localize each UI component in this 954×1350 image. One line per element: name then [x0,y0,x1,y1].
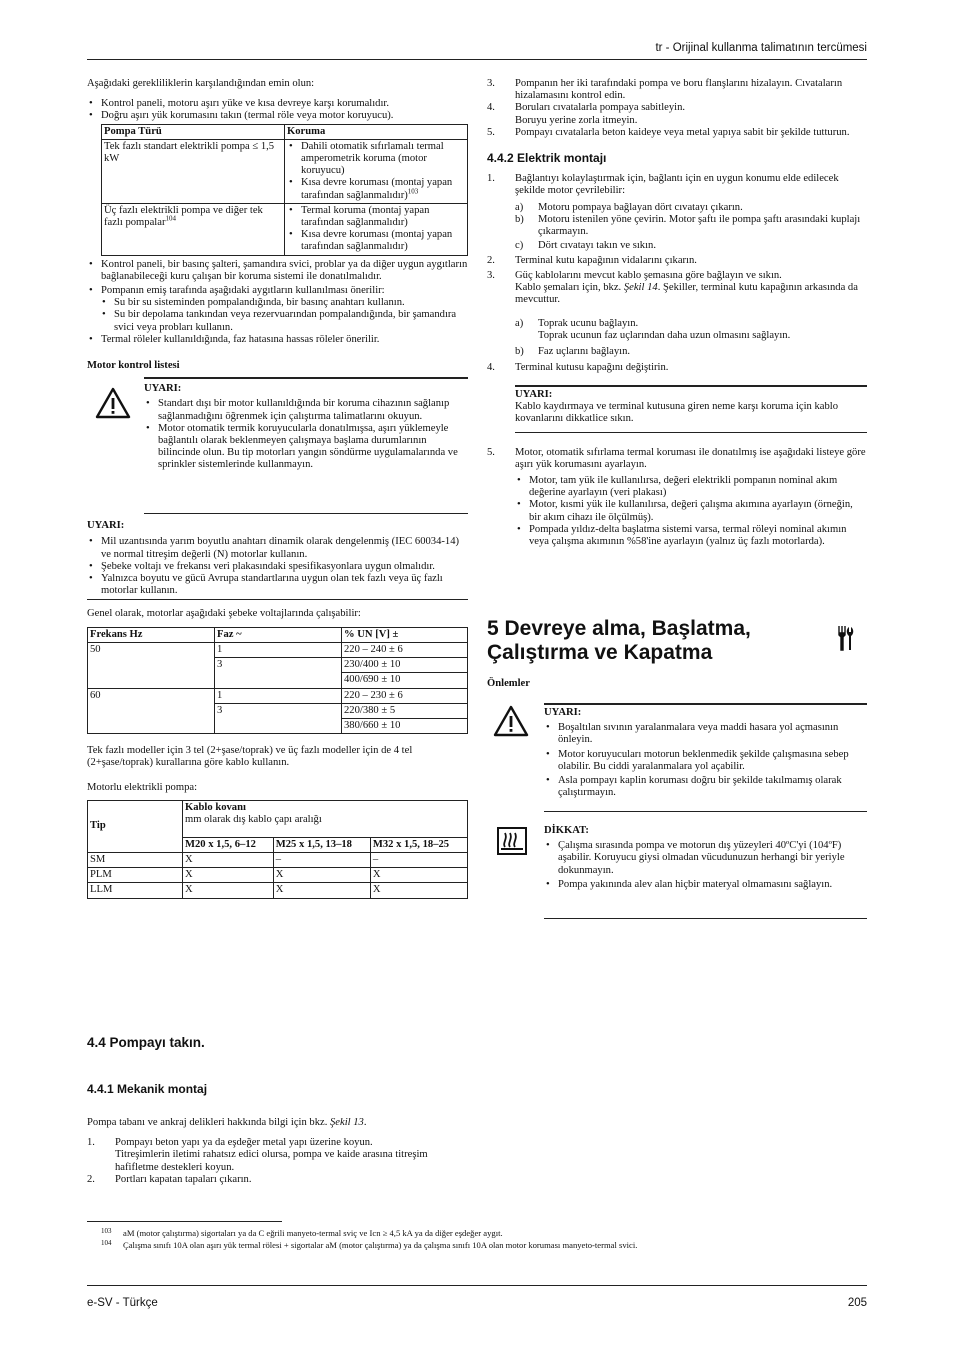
warning-text: Kablo kaydırmaya ve terminal kutusuna giren neme karşı koruma için kablo kovanlarını dikkatlice sıkın. [515,401,839,425]
list-item: • Doğru aşırı yük korumasını takın (termal röle veya motor koruyucu). [87,110,468,122]
list-item: • Standart dışı bir motor kullanıldığında bir koruma cihazının sağlanıp sağlanmadığını öğrenmek için çalıştırma talimatlarını okuyun. [144,398,468,422]
table-cell: X [183,852,274,867]
sub-item [487,240,867,252]
sub-label: a) [515,318,524,330]
cable-gland-table [87,800,468,899]
list-item: • Su bir depolama tankından veya rezervuarından pompalandığında, bir şamandıra svici veya probları kullanın. [87,309,468,333]
intro-text: Aşağıdaki gerekliliklerin karşılandığından emin olun: [87,78,315,89]
table-cell: 230/400 ± 10 [342,658,468,673]
table-header: Tip [88,800,183,852]
list-item: • Yalnızca boyutu ve gücü Avrupa standartlarına uygun olan tek fazlı veya üç fazlı motorlar kullanın. [87,573,468,597]
sub-item [487,214,867,238]
item-text: Pompayı beton yapı ya da eşdeğer metal yapı üzerine koyun. [115,1137,373,1149]
table-header [183,800,468,837]
table-cell: 50 [88,642,215,688]
table-cell: X [183,868,274,883]
list-item [487,255,867,267]
item-text: Faz uçlarını bağlayın. [538,345,631,357]
item-number: 5. [487,126,495,138]
item-text: Bağlantıyı kolaylaştırmak için, bağlantı için en uygun konumu elde edilecek şekilde motor çevrilebilir: [515,173,839,197]
item-number: 3. [487,78,495,89]
table-cell: 1 [215,642,342,657]
table-cell: PLM [88,868,183,883]
footnote [87,1228,867,1239]
list-item: • Dahili otomatik sıfırlamalı termal amperometrik koruma (motor koruyucu) [287,141,465,178]
list-item: • Termal koruma (montaj yapan tarafından sağlanmalıdır) [287,205,465,229]
pump-type-text: Üç fazlı elektrikli pompa ve diğer tek fazlı pompalar [104,204,263,229]
mech-intro [87,1117,468,1129]
footer-left: e-SV - Türkçe [87,1297,158,1309]
footnote-text: Çalışma sınıfı 10A olan aşırı yük termal rölesi + sigortalar aM (motor çalıştırma) ya da çalışma sınıfı 10A olan motor koruması manyeto-termal svici. [123,1240,638,1250]
item-text: Boruları cıvatalarla pompaya sabitleyin. [515,102,686,114]
table-cell: – [273,852,370,867]
item-number: 3. [487,269,495,281]
list-item: • Motor, tam yük ile kullanılırsa, değeri elektrikli pompanın nominal akım değerine ayarlayın (veri plakası) [515,475,867,499]
table-cell: LLM [88,883,183,898]
warning-title: UYARI: [144,383,182,395]
list-item [87,1174,468,1186]
table-cell [102,203,285,255]
caution-title: DİKKAT: [544,825,589,836]
list-item: • Çalışma sırasında pompa ve motorun dış yüzeyleri 40ºC'yi (104ºF) aşabilir. Koruyucu giysi olmadan vücudunuzun herhangi bir yeriyle dokunmayın. [544,840,867,877]
list-item: • Su bir su sisteminden pompalandığında, bir basınç anahtarı kullanın. [87,297,468,309]
table-cell: 220/380 ± 5 [342,703,468,718]
warning-title: UYARI: [544,707,582,718]
item-number: 1. [87,1137,95,1149]
item-text: Titreşimlerin iletimi rahatsız edici olursa, pompa ve kaide arasına titreşim hafifletme destekleri koyun. [115,1149,428,1173]
list-item: • Asla pompayı kaplin koruması doğru bir şekilde takılmamış olarak çalıştırmayın. [544,775,867,799]
list-item [487,78,867,102]
footnote-ref: 104 [165,214,176,223]
sub-label: c) [515,240,524,252]
left-column [87,78,468,899]
table-header: Koruma [285,124,468,139]
table-cell: X [370,868,467,883]
list-item: • Mil uzantısında yarım boyutlu anahtarı dinamik olarak dengelenmiş (IEC 60034-14) ve normal titreşim değerli (N) motorlar kullanın. [87,536,468,560]
item-text: Motoru istenilen yöne çevirin. Motor şaftı ile pompa şaftı arasındaki kuplajı çıkarmayın. [538,213,861,238]
figure-ref: Şekil 13 [330,1117,364,1128]
table-header: Faz ~ [215,627,342,642]
list-item [487,447,867,549]
motor-checklist-title: Motor kontrol listesi [87,360,180,372]
section-heading-4-4-1: 4.4.1 Mekanik montaj [87,1082,208,1096]
list-item: • Pompanın emiş tarafında aşağıdaki aygıtların kullanılması önerilir: [87,285,468,297]
item-text: Toprak ucunun faz uçlarından daha uzun olmasını sağlayın. [538,330,791,342]
section-heading-4-4: 4.4 Pompayı takın. [87,1035,205,1050]
warning-title: UYARI: [515,389,553,401]
sub-item [487,346,867,358]
list-item: • Kısa devre koruması (montaj yapan tarafından sağlanmalıdır) [287,229,465,253]
sub-label: a) [515,201,524,213]
item-text: Terminal kutu kapağının vidalarını çıkarın. [515,255,697,267]
item-number: 2. [487,255,495,267]
item-number: 2. [87,1173,95,1185]
page-number: 205 [847,1297,867,1309]
table-header: M32 x 1,5, 18–25 [370,837,467,852]
warning-icon [493,705,529,737]
header-rule [87,59,867,60]
warning-block-1 [87,377,468,515]
list-item: • Şebeke voltajı ve frekansı veri plakasındaki spesifikasyonlara uygun olmalıdır. [87,561,468,573]
gland-header-sub: mm olarak dış kablo çapı aralığı [185,813,322,825]
table-cell: 220 – 240 ± 6 [342,642,468,657]
sub-item [487,318,867,342]
list-item [487,102,867,126]
table-cell: X [273,883,370,898]
sub-label: b) [515,213,524,225]
table-cell [102,139,285,203]
warning-block-4 [487,703,867,815]
table-cell [285,139,468,203]
table-row [88,852,468,867]
item-number: 1. [487,173,495,185]
list-item [487,173,867,197]
text-run: Kablo şemaları için, bkz. [515,281,624,293]
list-item [487,362,867,374]
footnote-number: 104 [101,1239,112,1247]
table-cell: 380/660 ± 10 [342,718,468,733]
item-text: Toprak ucunu bağlayın. [538,318,639,330]
table-cell: X [273,868,370,883]
item-text: Güç kablolarını mevcut kablo şemasına göre bağlayın ve sıkın. [515,269,782,281]
list-item [487,127,867,139]
list-item: • Motor koruyucuları motorun beklenmedik şekilde çalışmasına sebep olabilir. Bu ciddi yaralanmalara yol açabilir. [544,749,867,773]
item-text: Pompanın her iki tarafındaki pompa ve boru flanşlarını hizalayın. Cıvataların hizalamasını kontrol edin. [515,78,843,102]
table-header: Frekans Hz [88,627,215,642]
figure-ref: Şekil 14 [623,281,658,293]
item-text: Motor, otomatik sıfırlama termal koruması ile donatılmış ise aşağıdaki listeye göre aşırı yük korumasını ayarlayın. [515,446,866,470]
mech-intro-end: . [363,1117,367,1128]
gland-header-title: Kablo kovanı [185,801,246,813]
table-header: % UN [V] ± [342,627,468,642]
list-item [487,270,867,307]
list-item: • Kontrol paneli, motoru aşırı yüke ve kısa devreye karşı korumalıdır. [87,98,468,110]
table-row [88,868,468,883]
list-item: • Motor otomatik termik koruyucularla donatılmışsa, aşırı yüklemeyle bağlantılı olarak beklenmeyen çalışmaya başlama durumlarının bilincinde olun. Bu tip motorları yangın söndürme uygulamalarında ve sprinkler sistemlerinde kullanmayın. [144,423,468,472]
table-cell: 3 [215,658,342,688]
section-heading-4-4-2: 4.4.2 Elektrik montajı [487,151,607,166]
list-item: • Termal röleler kullanıldığında, faz hatasına hassas röleler önerilir. [87,334,468,346]
list-item: • Motor, kısmi yük ile kullanılırsa, değeri çalışma akımına ayarlayın (örneğin, bir akım cihazı ile ölçülmüş). [515,499,867,523]
tools-icon [836,625,856,651]
table-cell: 3 [215,703,342,733]
item-number: 5. [487,446,495,458]
protection-table [101,124,468,256]
table-cell: X [183,883,274,898]
warning-box [144,377,468,514]
warning-box [544,703,867,812]
list-item-text: Kısa devre koruması (montaj yapan tarafından sağlanmalıdır) [301,177,453,201]
item-text: Boruyu yerine zorla itmeyin. [515,114,638,126]
voltage-table [87,627,468,734]
table-cell: – [370,852,467,867]
item-text: Terminal kutusu kapağını değiştirin. [515,361,669,373]
pump-type-text: Tek fazlı standart elektrikli pompa ≤ 1,5 kW [104,140,275,165]
warning-icon [95,387,131,419]
cable-note: Tek fazlı modeller için 3 tel (2+şase/toprak) ve üç fazlı modeller için de 4 tel (2+şase/toprak) kurallarına göre kablo kullanın. [87,745,413,769]
table-header: Pompa Türü [102,124,285,139]
caution-block [487,821,867,917]
text-run: . Şekiller, terminal kutu kapağının arkasında da mevcuttur. [515,281,858,306]
warning-block-3 [515,385,867,433]
list-item: • Pompada yıldız-delta başlatma sistemi varsa, termal röleyi nominal akımın veya çalışma akımının %58'ine ayarlayın (yalnız üç fazlı motorlarda). [515,524,867,548]
item-number: 4. [487,102,495,114]
chapter-title: 5 Devreye alma, Başlatma, Çalıştırma ve Kapatma [487,617,751,664]
list-item: • Pompa yakınında alev alan hiçbir materyal olmamasını sağlayın. [544,879,867,891]
table-cell [285,203,468,255]
item-text: Pompayı cıvatalarla beton kaideye veya metal yapıya sabit bir şekilde tutturun. [515,126,850,138]
table-header: M25 x 1,5, 13–18 [273,837,370,852]
footnote-rule [87,1221,282,1222]
mechanical-install [87,1117,468,1186]
item-text: Portları kapatan tapaları çıkarın. [115,1173,252,1185]
precautions-title: Önlemler [487,678,530,689]
list-item [287,177,465,201]
footer-rule [87,1285,867,1286]
item-text: Motoru pompaya bağlayan dört cıvatayı çıkarın. [538,201,743,213]
footnote [87,1240,867,1251]
item-text: Dört cıvatayı takın ve sıkın. [538,240,656,252]
list-item: • Kontrol paneli, bir basınç şalteri, şamandıra svici, problar ya da diğer uygun aygıtların bağlanabileceği kuru çalışan bir koruma sistemi ile donatılmalıdır. [87,259,468,283]
table-header: M20 x 1,5, 6–12 [183,837,274,852]
table-cell: X [370,883,467,898]
warning-block-2 [87,520,468,600]
list-item: • Boşaltılan sıvının yaralanmalara veya maddi hasara yol açmasının önleyin. [544,722,867,746]
footnote-number: 103 [101,1227,112,1235]
right-column [487,78,867,548]
item-number: 4. [487,361,495,373]
sub-label: b) [515,345,524,357]
mech-intro-text: Pompa tabanı ve ankraj delikleri hakkında bilgi için bkz. [87,1117,330,1128]
footnote-ref: 103 [407,187,419,196]
hot-surface-icon [497,827,527,855]
footnotes [87,1228,867,1251]
motor-pump-label: Motorlu elektrikli pompa: [87,781,198,793]
table-cell: 220 – 230 ± 6 [342,688,468,703]
warning-title: UYARI: [87,520,125,532]
list-item [87,1137,468,1174]
table-cell: 60 [88,688,215,734]
caution-box [544,821,867,919]
sub-item [487,202,867,214]
table-cell: SM [88,852,183,867]
table-cell: 400/690 ± 10 [342,673,468,688]
item-text [515,282,867,306]
table-cell: 1 [215,688,342,703]
table-row [88,883,468,898]
footnote-text: aM (motor çalıştırma) sigortaları ya da C eğrili manyeto-termal sviç ve Icn ≥ 4,5 kA ya da diğer eşdeğer aygıt. [123,1228,503,1238]
voltage-intro: Genel olarak, motorlar aşağıdaki şebeke voltajlarında çalışabilir: [87,608,361,620]
page-header: tr - Orijinal kullanma talimatının tercümesi [655,42,867,54]
